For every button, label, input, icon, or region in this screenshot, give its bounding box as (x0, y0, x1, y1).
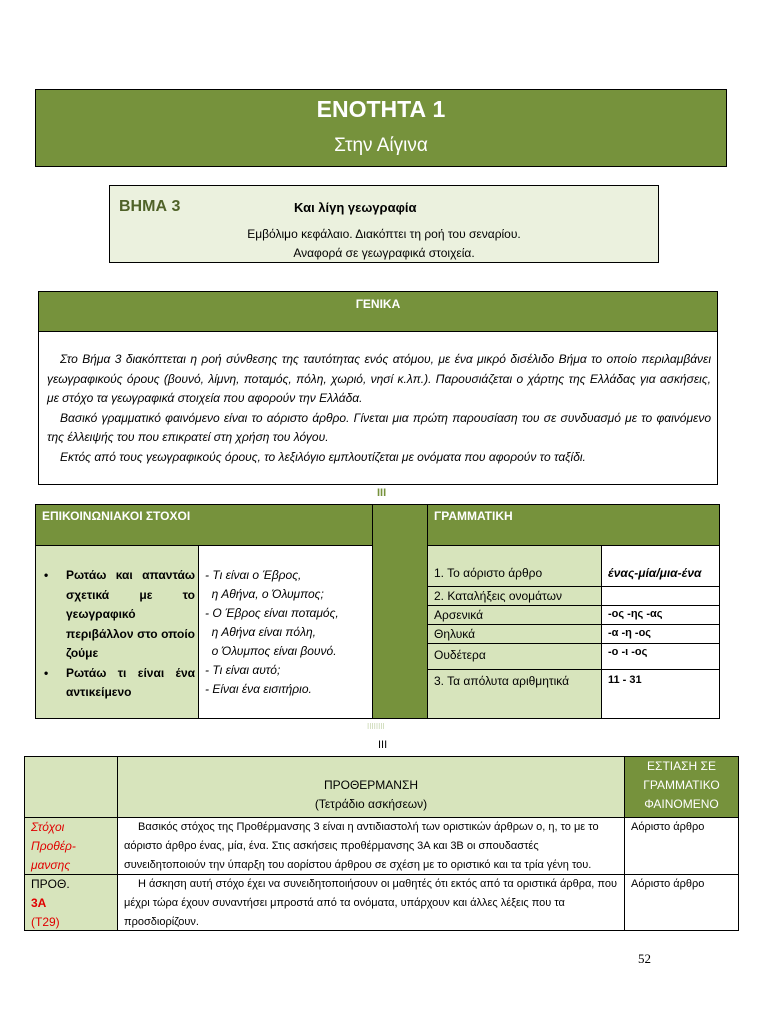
objectives-table (35, 504, 720, 719)
grammar-value: -α -η -ος (601, 624, 720, 644)
column-divider (372, 504, 428, 719)
warmup-header-left (24, 756, 118, 818)
focus-header: ΕΣΤΙΑΣΗ ΣΕ ΓΡΑΜΜΑΤΙΚΟ ΦΑΙΝΟΜΕΝΟ (624, 756, 739, 818)
grammar-label: Ουδέτερα (427, 643, 602, 670)
grammar-value: -ος -ης -ας (601, 605, 720, 625)
general-body (47, 350, 711, 467)
exercise-number: 3Α (31, 896, 47, 910)
general-paragraph: Εκτός από τους γεωγραφικούς όρους, το λεξιλόγιο εμπλουτίζεται με ονόματα που αφορούν το ταξίδι. (60, 449, 586, 464)
goal-item: • Ρωτάω και απαντάω σχετικά με το γεωγραφικό περιβάλλον στο οποίο ζούμε (44, 568, 195, 660)
row-label (24, 874, 118, 931)
warmup-title: ΠΡΟΘΕΡΜΑΝΣΗ (323, 778, 419, 792)
warmup-header-mid (117, 756, 625, 818)
grammar-value: 11 - 31 (601, 669, 720, 719)
row-focus: Αόριστο άρθρο (624, 817, 739, 875)
unit-banner (35, 89, 727, 167)
grammar-label: 3. Τα απόλυτα αριθμητικά (427, 669, 602, 719)
grammar-label: 1. Το αόριστο άρθρο (427, 545, 602, 587)
grammar-label: Θηλυκά (427, 624, 602, 644)
exercise-label: ΠΡΟΘ. (31, 877, 70, 891)
exercise-page: (Τ29) (31, 915, 60, 929)
step-box (109, 185, 659, 263)
bullet-icon: • (44, 665, 49, 680)
grammar-label: Αρσενικά (427, 605, 602, 625)
warmup-goals-label: Στόχοι Προθέρ-μανσης (31, 820, 76, 872)
row-focus: Αόριστο άρθρο (624, 874, 739, 931)
unit-title: ΕΝΟΤΗΤΑ 1 (316, 96, 446, 122)
separator-mark: IIIIIIII (367, 722, 385, 731)
warmup-subtitle: (Τετράδιο ασκήσεων) (314, 797, 428, 811)
example-dialogues: - Τι είναι ο Έβρος, η Αθήνα, ο Όλυμπος; - Ο Έβρος είναι ποταμός, η Αθήνα είναι πόλη, ο Όλυμπος είναι βουνό. - Τι είναι αυτό; - Είναι ένα εισιτήριο. (205, 568, 339, 696)
step-label: ΒΗΜΑ 3 (119, 198, 181, 215)
objectives-header: ΕΠΙΚΟΙΝΩΝΙΑΚΟΙ ΣΤΟΧΟΙ (35, 504, 373, 546)
general-section (38, 291, 718, 485)
grammar-value: -ο -ι -ος (601, 643, 720, 670)
grammar-label: 2. Καταλήξεις ονομάτων (427, 586, 602, 606)
step-description-line-1: Εμβόλιμο κεφάλαιο. Διακόπτει τη ροή του σεναρίου. (247, 227, 521, 241)
step-title: Και λίγη γεωγραφία (294, 200, 417, 215)
general-header: ΓΕΝΙΚΑ (39, 292, 717, 332)
grammar-header: ΓΡΑΜΜΑΤΙΚΗ (427, 504, 720, 546)
row-label (24, 817, 118, 875)
grammar-value (601, 586, 720, 606)
separator-mark: III (377, 487, 387, 499)
goals-cell (35, 545, 199, 719)
page-number: 52 (638, 951, 651, 966)
general-paragraph: Στο Βήμα 3 διακόπτεται η ροή σύνθεσης της ταυτότητας ενός ατόμου, με ένα μικρό δισέλιδο Βήμα το οποίο περιλαμβάνει γεωγραφικούς όρους (βουνό, λίμνη, ποταμός, πόλη, χωριό, νησί κ.λπ.). Παρουσιάζεται ο χάρτης της Ελλάδας για ασκήσεις, με στόχο τα γεωγραφικά στοιχεία που αφορούν την Ελλάδα. (47, 352, 711, 405)
warmup-table (24, 756, 739, 931)
examples-cell (198, 545, 373, 719)
general-paragraph: Βασικό γραμματικό φαινόμενο είναι το αόριστο άρθρο. Γίνεται μια πρώτη παρουσίαση του σε συνδυασμό με το φαινόμενο της έλλειψής του που επικρατεί στη χρήση του λόγου. (47, 410, 711, 444)
separator-mark: III (378, 739, 388, 751)
bullet-icon: • (44, 568, 49, 582)
row-text: Η άσκηση αυτή στόχο έχει να συνειδητοποιήσουν οι μαθητές ότι εκτός από τα οριστικά άρθρα, που μέχρι τώρα έχουν συναντήσει μπροστά από τα ονόματα, υπάρχουν και άλλες λέξεις που τα προσδιορίζουν. (117, 874, 625, 931)
row-text: Βασικός στόχος της Προθέρμανσης 3 είναι η αντιδιαστολή των οριστικών άρθρων ο, η, το με το αόριστο άρθρο ένας, μία, ένα. Στις ασκήσεις προθέρμανσης 3Α και 3Β οι σπουδαστές συνειδητοποιούν την ύπαρξη του αορίστου άρθρου σε σχέση με το οριστικό και τα τρία γένη του. (117, 817, 625, 875)
goal-item: • Ρωτάω τι είναι ένα αντικείμενο (44, 665, 195, 699)
step-description-line-2: Αναφορά σε γεωγραφικά στοιχεία. (293, 246, 475, 260)
grammar-value: ένας-μία/μια-ένα (601, 545, 720, 587)
unit-subtitle: Στην Αίγινα (334, 135, 428, 156)
